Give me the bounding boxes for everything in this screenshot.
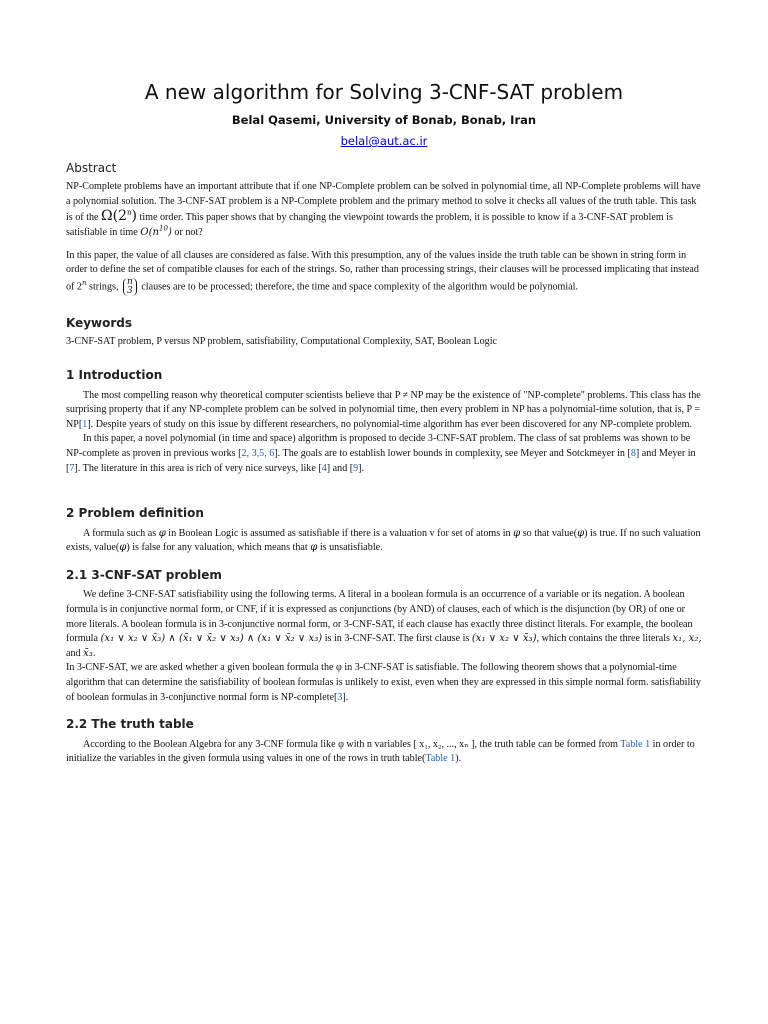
big-o-base: O(n [140, 226, 160, 238]
sec22-text-c: ). [455, 753, 462, 765]
citation-link[interactable]: 3 [337, 691, 343, 703]
sec21-p2-text-a: In 3-CNF-SAT, we are asked whether a given boolean formula the φ in 3-CNF-SAT is satisfiable. The following theorem shows that a polynomial-time algorithm that can determine the satisfiability of boolean formulas is unlikely to exist, even when they are expressed in this simple normal form. satisfiability of boolean formulas in 3-conjunctive normal form is NP-complete[ [66, 662, 701, 703]
example-formula: (x₁ ∨ x₂ ∨ x̄₃) ∧ (x̄₁ ∨ x̄₂ ∨ x₃) ∧ (x₁ ∨ x̄₂ ∨ x₃) [100, 633, 323, 645]
citation-link[interactable]: 9 [353, 462, 359, 474]
paper-page [66, 78, 702, 767]
binomial-top: n [127, 276, 133, 287]
sec21-text-e: . [92, 647, 96, 659]
intro-paragraph-1 [66, 389, 702, 433]
omega-close: ) [131, 208, 138, 225]
intro-p2-text-b: ]. The goals are to establish lower bounds in complexity, see Meyer and Sotckmeyer in [ [274, 447, 631, 459]
sec21-text-c: , which contains the three literals [536, 633, 673, 645]
big-o-exponent: 10 [159, 224, 168, 233]
sec22-text-b: in order to initialize the variables in the given formula using values in one of the rows in truth table( [66, 738, 695, 765]
two-power-exponent: n [81, 278, 87, 287]
sec22-text-a: According to the Boolean Algebra for any 3-CNF formula like φ with n variables [ x₁, x₂, ..., xₙ ], the truth table can be formed from [83, 738, 621, 750]
first-clause: (x₁ ∨ x₂ ∨ x̄₃) [471, 633, 537, 645]
phi-symbol: φ [577, 527, 585, 539]
intro-paragraph-2 [66, 432, 702, 476]
binomial-n-choose-3 [123, 278, 137, 296]
sec21-p2-text-b: ]. [342, 691, 349, 703]
section-introduction-heading: 1 Introduction [66, 367, 163, 382]
citation-link[interactable]: 7 [69, 462, 75, 474]
intro-p2-text-e: ] and [ [326, 462, 354, 474]
problem-text-a: A formula such as [83, 527, 159, 539]
sec21-paragraph-2 [66, 661, 702, 705]
abstract-p1-text-a: NP-Complete problems have an important attribute that if one NP-Complete problem can be solved in polynomial time, all NP-Complete problems will have a polynomial solution. The 3-CNF-SAT problem is a NP-Complete problem and the primary method to solve it checks all values of the truth table. This task is of the [66, 181, 701, 224]
big-o-close: ) [167, 226, 172, 238]
binomial-bottom: 3 [127, 285, 133, 296]
intro-p2-text-a: In this paper, a novel polynomial (in time and space) algorithm is proposed to decide 3-CNF-SAT problem. The class of sat problems was shown to be NP-complete as proven in previous works [ [66, 433, 691, 459]
section-truth-table-heading: 2.2 The truth table [66, 717, 194, 732]
citation-link[interactable]: 1 [82, 418, 88, 430]
table-link[interactable]: Table 1 [620, 738, 651, 750]
citation-link[interactable]: 8 [630, 447, 636, 459]
problem-text-c: so that value( [520, 527, 578, 539]
abstract-paragraph-2 [66, 249, 702, 296]
abstract-p1-text-c: or not? [171, 226, 203, 238]
problem-text-f: is unsatisfiable. [317, 542, 383, 554]
citation-link[interactable]: 4 [321, 462, 327, 474]
section-3cnf-sat-heading: 2.1 3-CNF-SAT problem [66, 567, 222, 582]
phi-symbol: φ [310, 542, 318, 554]
table-link[interactable]: Table 1 [425, 753, 456, 765]
abstract-p2-text-a: In this paper, the value of all clauses are considered as false. With this presumption, any of the values inside the truth table can be shown in string form in order to define the set of compatible clauses for each of the strings. So, rather than processing strings, their clauses will be processed implicating that instead of 2 [66, 249, 699, 293]
abstract-p2-text-c: clauses are to be processed; therefore, the time and space complexity of the algorithm would be polynomial. [138, 281, 579, 293]
sec22-paragraph [66, 738, 702, 767]
omega-exponent: n [127, 208, 132, 217]
intro-p1-text-b: ]. Despite years of study on this issue by different researchers, no polynomial-time algorithm has ever been discovered for any NP-complete problem. [87, 418, 693, 430]
citation-link[interactable]: 2, 3,5, 6 [241, 447, 275, 459]
problem-paragraph [66, 527, 702, 556]
sec21-text-b: is in 3-CNF-SAT. The first clause is [322, 633, 472, 645]
third-literal: x̄₃ [83, 647, 93, 659]
keywords-heading: Keywords [66, 315, 133, 330]
intro-p2-text-d: ]. The literature in this area is rich of very nice surveys, like [ [74, 462, 322, 474]
sec21-text-a: We define 3-CNF-SAT satisfiability using the following terms. A literal in a boolean formula is an occurrence of a variable or its negation. A boolean formula is in conjunctive normal form, or CNF, if it is expressed as conjunctions (by AND) of clauses, each of which is the disjunction (by OR) of one or more literals. A boolean formula is in 3-conjunctive normal form, or 3-CNF-SAT, if each clause has exactly three distinct literals. For example, the boolean formula [66, 589, 693, 645]
sec21-text-d: and [66, 647, 84, 659]
literals-list: x₁, x₂, [672, 633, 702, 645]
omega-base: Ω(2 [101, 208, 128, 225]
sec21-paragraph-1 [66, 588, 702, 661]
problem-text-e: ) is false for any valuation, which means that [126, 542, 311, 554]
keywords-text: 3-CNF-SAT problem, P versus NP problem, satisfiability, Computational Complexity, SAT, Boolean Logic [66, 336, 498, 348]
abstract-p1-text-b: time order. This paper shows that by changing the viewpoint towards the problem, it is possible to know if a 3-CNF-SAT problem is satisfiable in time [66, 212, 673, 238]
abstract-p2-text-b: strings, [86, 281, 121, 293]
intro-p2-text-f: ]. [358, 462, 365, 474]
abstract-paragraph-1 [66, 180, 702, 240]
phi-symbol: φ [119, 542, 127, 554]
intro-p2-text-c: ] and Meyer in [ [66, 447, 696, 474]
phi-symbol: φ [513, 527, 521, 539]
section-problem-definition-heading: 2 Problem definition [66, 506, 204, 521]
omega-expression [101, 208, 137, 224]
problem-text-b: in Boolean Logic is assumed as satisfiable if there is a valuation v for set of atoms in [165, 527, 514, 539]
email-link[interactable]: belal@aut.ac.ir [340, 134, 428, 148]
abstract-heading: Abstract [66, 160, 117, 175]
problem-text-d: ) is true. If no such valuation exists, value( [66, 527, 701, 554]
big-o-expression [140, 224, 172, 238]
email-line [66, 134, 702, 151]
paper-title: A new algorithm for Solving 3-CNF-SAT problem [144, 80, 624, 104]
author-line: Belal Qasemi, University of Bonab, Bonab, Iran [231, 113, 537, 127]
intro-p1-text-a: The most compelling reason why theoretical computer scientists believe that P ≠ NP may be the existence of "NP-complete" problems. This class has the surprising property that if any NP-complete problem can be solved in polynomial time, then every problem in NP has a polynomial-time solution, that is, P = NP[ [66, 389, 701, 430]
phi-symbol: φ [158, 527, 166, 539]
